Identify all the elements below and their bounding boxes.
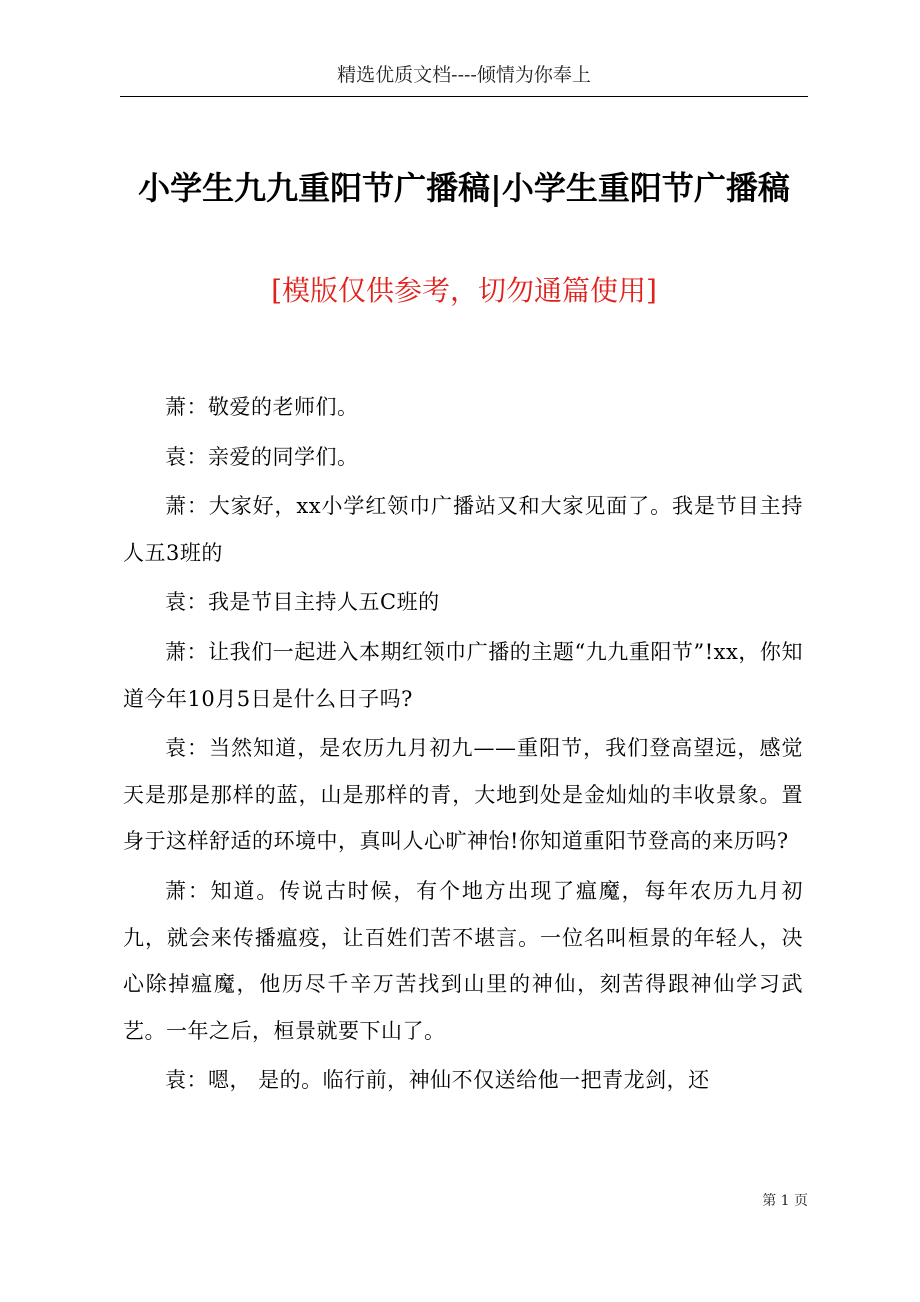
paragraph: 袁：当然知道，是农历九月初九——重阳节，我们登高望远，感觉天是那是那样的蓝，山是那样的青，大地到处是金灿灿的丰收景象。置身于这样舒适的环境中，真叫人心旷神怡!你知道重阳节登高的来历吗? — [123, 736, 803, 854]
page-header: 精选优质文档----倾情为你奉上 — [337, 64, 591, 86]
header-divider — [120, 96, 808, 97]
paragraph: 袁：亲爱的同学们。 — [165, 444, 359, 469]
paragraph: 萧：知道。传说古时候，有个地方出现了瘟魔，每年农历九月初九，就会来传播瘟疫，让百姓们苦不堪言。一位名叫桓景的年轻人，决心除掉瘟魔，他历尽千辛万苦找到山里的神仙，刻苦得跟神仙学习武艺。一年之后，桓景就要下山了。 — [123, 878, 803, 1043]
document-body — [123, 384, 803, 1107]
template-disclaimer: [模版仅供参考，切勿通篇使用] — [271, 274, 657, 307]
page-number: 第 1 页 — [762, 1193, 808, 1209]
paragraph: 萧：敬爱的老师们。 — [165, 395, 359, 419]
document-title: 小学生九九重阳节广播稿|小学生重阳节广播稿 — [138, 169, 790, 207]
paragraph: 萧：让我们一起进入本期红领巾广播的主题“九九重阳节”!xx，你知道今年10月5日是什么日子吗? — [123, 639, 803, 711]
paragraph: 袁：嗯， 是的。临行前，神仙不仅送给他一把青龙剑，还 — [165, 1068, 710, 1093]
paragraph: 袁：我是节目主持人五C班的 — [165, 590, 440, 615]
paragraph: 萧：大家好，xx小学红领巾广播站又和大家见面了。我是节目主持人五3班的 — [123, 494, 803, 565]
